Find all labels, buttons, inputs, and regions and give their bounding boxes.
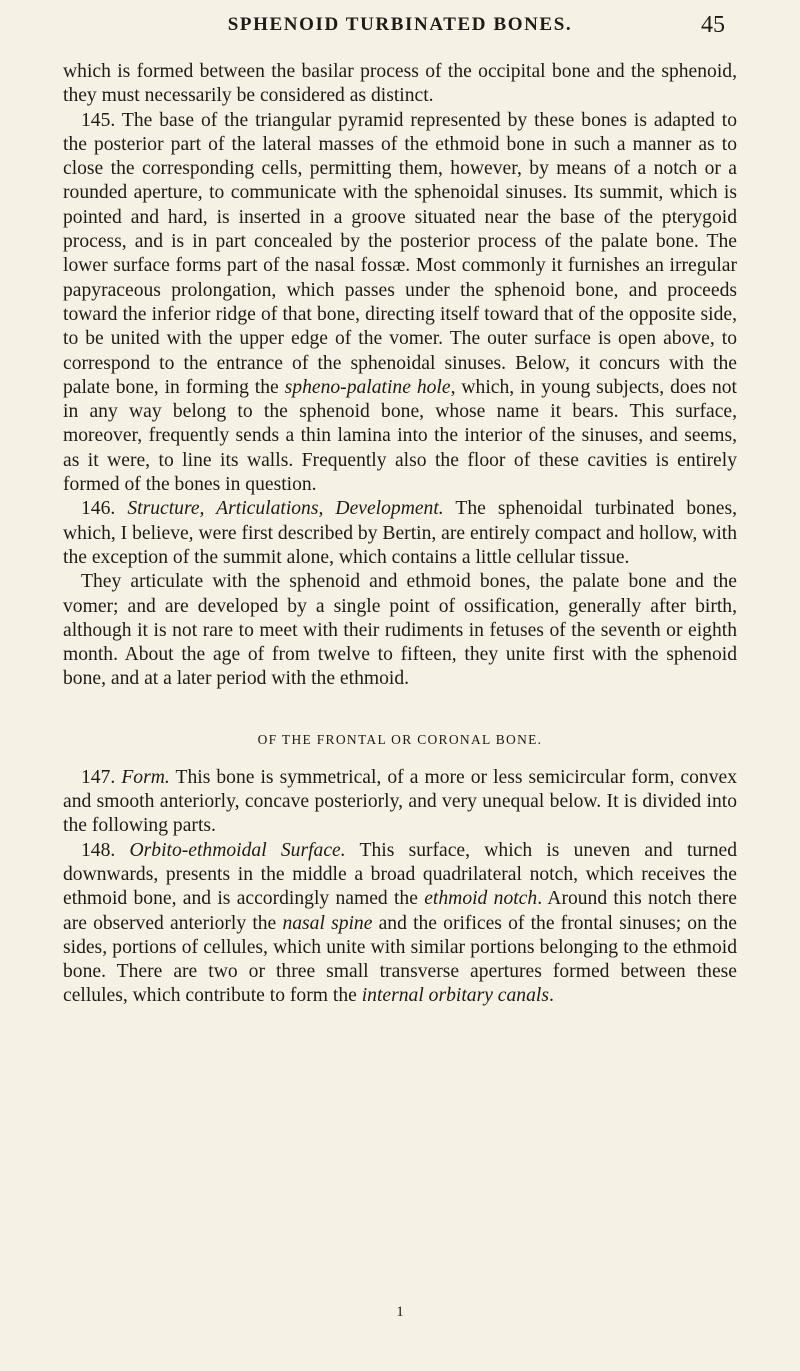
paragraph-text: and the orifices of the frontal sinuses; on the sides, portions of cellules, which unite with similar portions belonging to the ethmoid bone. There are two or three small transverse apertures formed between these cellules, which contribute to form the	[63, 912, 737, 1007]
running-title: SPHENOID TURBINATED BONES.	[227, 14, 573, 35]
body-text	[63, 60, 737, 1009]
paragraph-text: They articulate with the sphenoid and ethmoid bones, the palate bone and the vomer; and are developed by a single point of ossification, generally after birth, although it is not rare to meet with their rudiments in fetuses of the seventh or eighth month. About the age of from twelve to fifteen, they unite first with the sphenoid bone, and at a later period with the ethmoid.	[63, 571, 737, 690]
italic-term: internal orbitary canals	[361, 985, 549, 1007]
paragraph-145	[63, 109, 737, 498]
italic-term: nasal spine	[282, 912, 373, 934]
paragraph-text: This surface, which is uneven and turned downwards, presents in the middle a broad quadrilateral notch, which receives the ethmoid bone, and is accordingly named the	[63, 839, 737, 910]
paragraph-number: 148.	[81, 839, 116, 861]
paragraph-text: which is formed between the basilar process of the occipital bone and the sphenoid, they must necessarily be considered as distinct.	[63, 61, 737, 107]
italic-term: spheno-palatine hole	[284, 376, 451, 398]
page-number: 45	[701, 12, 725, 38]
paragraph-text: , which, in young subjects, does not in any way belong to the sphenoid bone, whose name it bears. This surface, moreover, frequently sends a thin lamina into the interior of the sinuses, and seems, as it were, to line its walls. Frequently also the floor of these cavities is entirely formed of the bones in question.	[63, 376, 737, 496]
paragraph-148	[63, 839, 737, 1009]
paragraph-continued	[63, 60, 737, 109]
italic-term: ethmoid notch	[424, 888, 538, 910]
signature-mark: 1	[396, 1304, 404, 1320]
paragraph-146	[63, 497, 737, 570]
running-head	[0, 14, 800, 48]
paragraph-147	[63, 766, 737, 839]
section-heading: OF THE FRONTAL OR CORONAL BONE.	[257, 731, 543, 747]
paragraph-text: 145. The base of the triangular pyramid represented by these bones is adapted to the posterior part of the lateral masses of the ethmoid bone in such a manner as to close the corresponding cells, permitting them, however, by means of a notch or a rounded aperture, to communicate with the sphenoidal sinuses. Its summit, which is pointed and hard, is inserted in a groove situated near the base of the pterygoid process, and is in part concealed by the posterior process of the palate bone. The lower surface forms part of the nasal fossæ. Most commonly it furnishes an irregular papyraceous prolongation, which passes under the sphenoid bone, and proceeds toward the inferior ridge of that bone, directing itself toward that of the opposite side, to be united with the upper edge of the vomer. The outer surface is open above, to correspond to the entrance of the sphenoidal sinuses. Below, it concurs with the palate bone, in forming the	[63, 109, 737, 398]
paragraph-text: .	[548, 985, 554, 1007]
italic-heading: Orbito-ethmoidal Surface.	[129, 839, 346, 861]
paragraph-text: This bone is symmetrical, of a more or less semicircular form, convex and smooth anteriorly, concave posteriorly, and very unequal below. It is divided into the following parts.	[63, 766, 737, 837]
paragraph-146b	[63, 570, 737, 691]
italic-heading: Structure, Articulations, Development.	[127, 498, 444, 520]
paragraph-number: 147.	[81, 766, 116, 788]
paragraph-number: 146.	[81, 498, 116, 520]
paragraph-text: The sphenoidal turbinated bones, which, I believe, were first described by Bertin, are entirely compact and hollow, with the exception of the summit alone, which contains a little cellular tissue.	[63, 498, 737, 568]
italic-heading: Form.	[121, 766, 170, 788]
paragraph-text: . Around this notch there are observed anteriorly the	[63, 888, 738, 934]
